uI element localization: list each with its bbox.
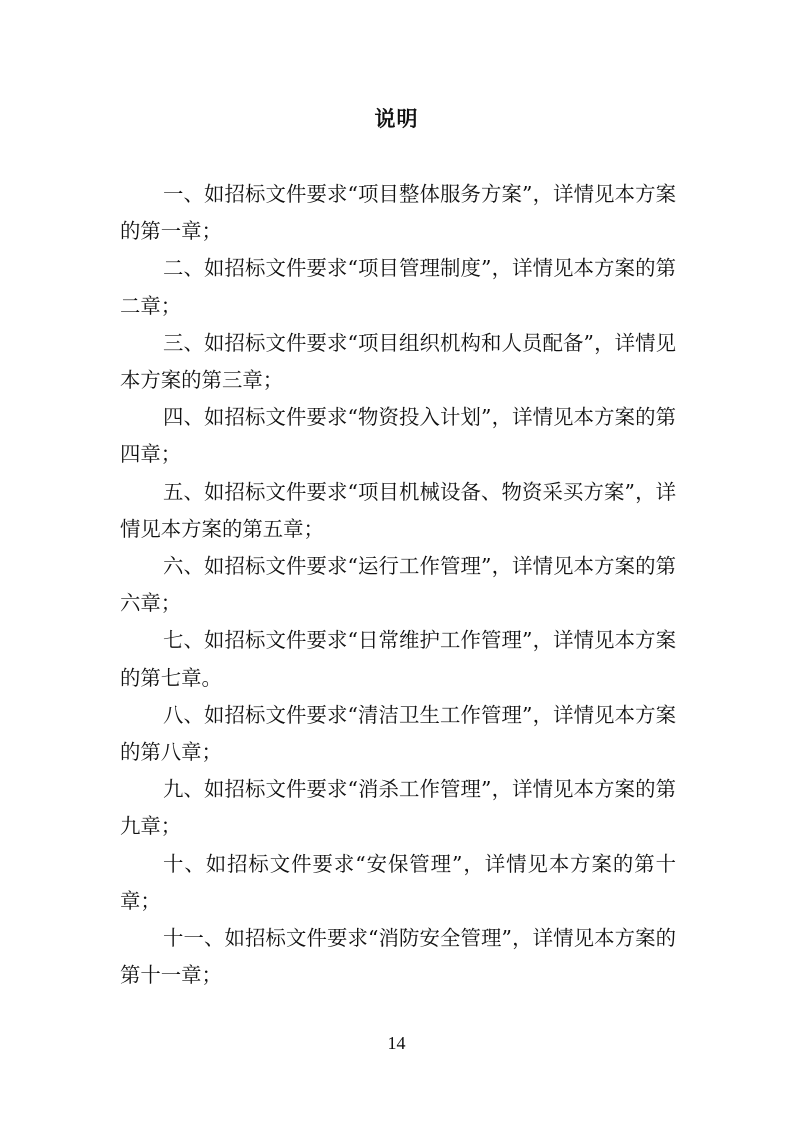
- instruction-item-6: 六、如招标文件要求“运行工作管理”，详情见本方案的第六章；: [120, 554, 676, 616]
- page-number: 14: [387, 1033, 406, 1053]
- instruction-item-7: 七、如招标文件要求“日常维护工作管理”，详情见本方案的第七章。: [120, 628, 676, 690]
- instruction-item-3: 三、如招标文件要求“项目组织机构和人员配备”，详情见本方案的第三章；: [120, 330, 676, 393]
- instruction-item-10: 十、如招标文件要求“安保管理”，详情见本方案的第十章；: [120, 851, 676, 913]
- instruction-item-11: 十一、如招标文件要求“消防安全管理”，详情见本方案的第十一章；: [120, 926, 676, 988]
- instruction-list: [120, 176, 676, 994]
- instruction-item-1: 一、如招标文件要求“项目整体服务方案”，详情见本方案的第一章；: [120, 182, 676, 244]
- instruction-item-9: 九、如招标文件要求“消杀工作管理”，详情见本方案的第九章；: [120, 777, 676, 839]
- page-title: 说明: [374, 106, 419, 131]
- instruction-item-8: 八、如招标文件要求“清洁卫生工作管理”，详情见本方案的第八章；: [120, 702, 676, 765]
- instruction-item-4: 四、如招标文件要求“物资投入计划”，详情见本方案的第四章；: [120, 405, 676, 467]
- instruction-item-2: 二、如招标文件要求“项目管理制度”，详情见本方案的第二章；: [120, 256, 676, 318]
- instruction-item-5: 五、如招标文件要求“项目机械设备、物资采买方案”，详情见本方案的第五章；: [120, 479, 676, 541]
